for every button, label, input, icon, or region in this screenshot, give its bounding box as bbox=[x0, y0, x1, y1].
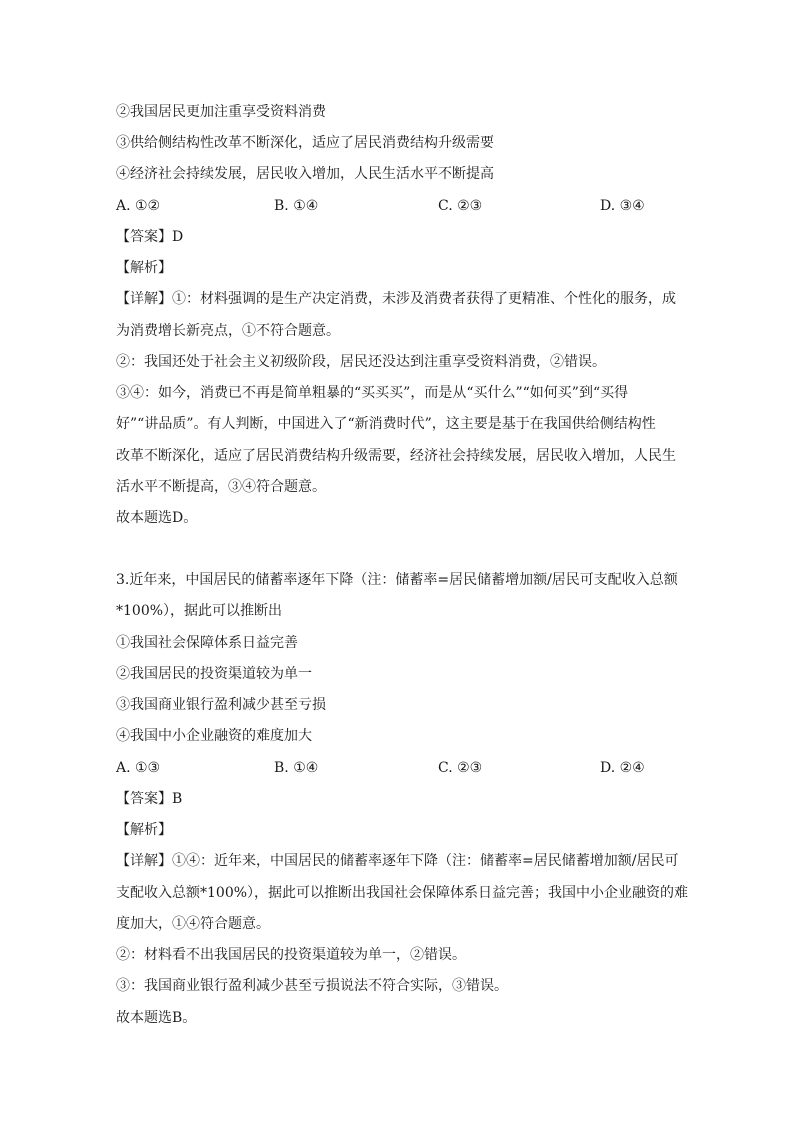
q2-item-4: ④经济社会持续发展，居民收入增加，人民生活水平不断提高 bbox=[116, 166, 494, 182]
q2-detail-line: 好”“讲品质”。有人判断，中国进入了“新消费时代”，这主要是基于在我国供给侧结构性 bbox=[116, 416, 656, 432]
q2-detail-line: 为消费增长新亮点，①不符合题意。 bbox=[116, 323, 340, 339]
q2-item-3: ③供给侧结构性改革不断深化，适应了居民消费结构升级需要 bbox=[116, 135, 494, 151]
q3-option-d: D. ②④ bbox=[600, 760, 645, 776]
q3-answer: 【答案】B bbox=[116, 791, 183, 807]
q3-conclusion: 故本题选B。 bbox=[116, 1010, 197, 1026]
q2-option-d: D. ③④ bbox=[600, 198, 645, 214]
q3-options bbox=[116, 757, 696, 779]
q3-stem-line: 3.近年来，中国居民的储蓄率逐年下降（注：储蓄率=居民储蓄增加额/居民可支配收入总额 bbox=[116, 572, 678, 588]
q2-option-a: A. ①② bbox=[116, 198, 161, 214]
q2-option-b: B. ①④ bbox=[274, 198, 319, 214]
q3-item-3: ③我国商业银行盈利减少甚至亏损 bbox=[116, 697, 326, 713]
q2-detail-line: 【详解】①：材料强调的是生产决定消费，未涉及消费者获得了更精准、个性化的服务，成 bbox=[116, 291, 676, 307]
q3-detail-line: 支配收入总额*100%），据此可以推断出我国社会保障体系日益完善；我国中小企业融资的难 bbox=[116, 885, 689, 901]
q2-options bbox=[116, 195, 696, 217]
q3-analysis-label: 【解析】 bbox=[116, 822, 172, 838]
q2-detail-line: ②：我国还处于社会主义初级阶段，居民还没达到注重享受资料消费，②错误。 bbox=[116, 354, 606, 370]
q3-item-4: ④我国中小企业融资的难度加大 bbox=[116, 728, 312, 744]
q2-detail-line: 活水平不断提高，③④符合题意。 bbox=[116, 479, 326, 495]
q3-item-1: ①我国社会保障体系日益完善 bbox=[116, 635, 298, 651]
q3-option-c: C. ②③ bbox=[438, 760, 483, 776]
q2-detail-line: 改革不断深化，适应了居民消费结构升级需要，经济社会持续发展，居民收入增加，人民生 bbox=[116, 448, 676, 464]
q3-detail-line: ③：我国商业银行盈利减少甚至亏损说法不符合实际，③错误。 bbox=[116, 978, 508, 994]
q3-stem-line: *100%），据此可以推断出 bbox=[116, 603, 283, 619]
q3-item-2: ②我国居民的投资渠道较为单一 bbox=[116, 666, 312, 682]
q3-option-a: A. ①③ bbox=[116, 760, 161, 776]
q2-conclusion: 故本题选D。 bbox=[116, 510, 198, 526]
q3-detail-line: 【详解】①④：近年来，中国居民的储蓄率逐年下降（注：储蓄率=居民储蓄增加额/居民可 bbox=[116, 853, 679, 869]
q2-option-c: C. ②③ bbox=[438, 198, 483, 214]
q3-detail-line: 度加大，①④符合题意。 bbox=[116, 916, 270, 932]
q2-detail-line: ③④：如今，消费已不再是简单粗暴的“买买买”，而是从“买什么”“如何买”到“买得 bbox=[116, 385, 629, 401]
q2-answer: 【答案】D bbox=[116, 229, 184, 245]
q3-option-b: B. ①④ bbox=[274, 760, 319, 776]
q3-detail-line: ②：材料看不出我国居民的投资渠道较为单一，②错误。 bbox=[116, 947, 466, 963]
q2-analysis-label: 【解析】 bbox=[116, 260, 172, 276]
q2-item-2: ②我国居民更加注重享受资料消费 bbox=[116, 104, 326, 120]
